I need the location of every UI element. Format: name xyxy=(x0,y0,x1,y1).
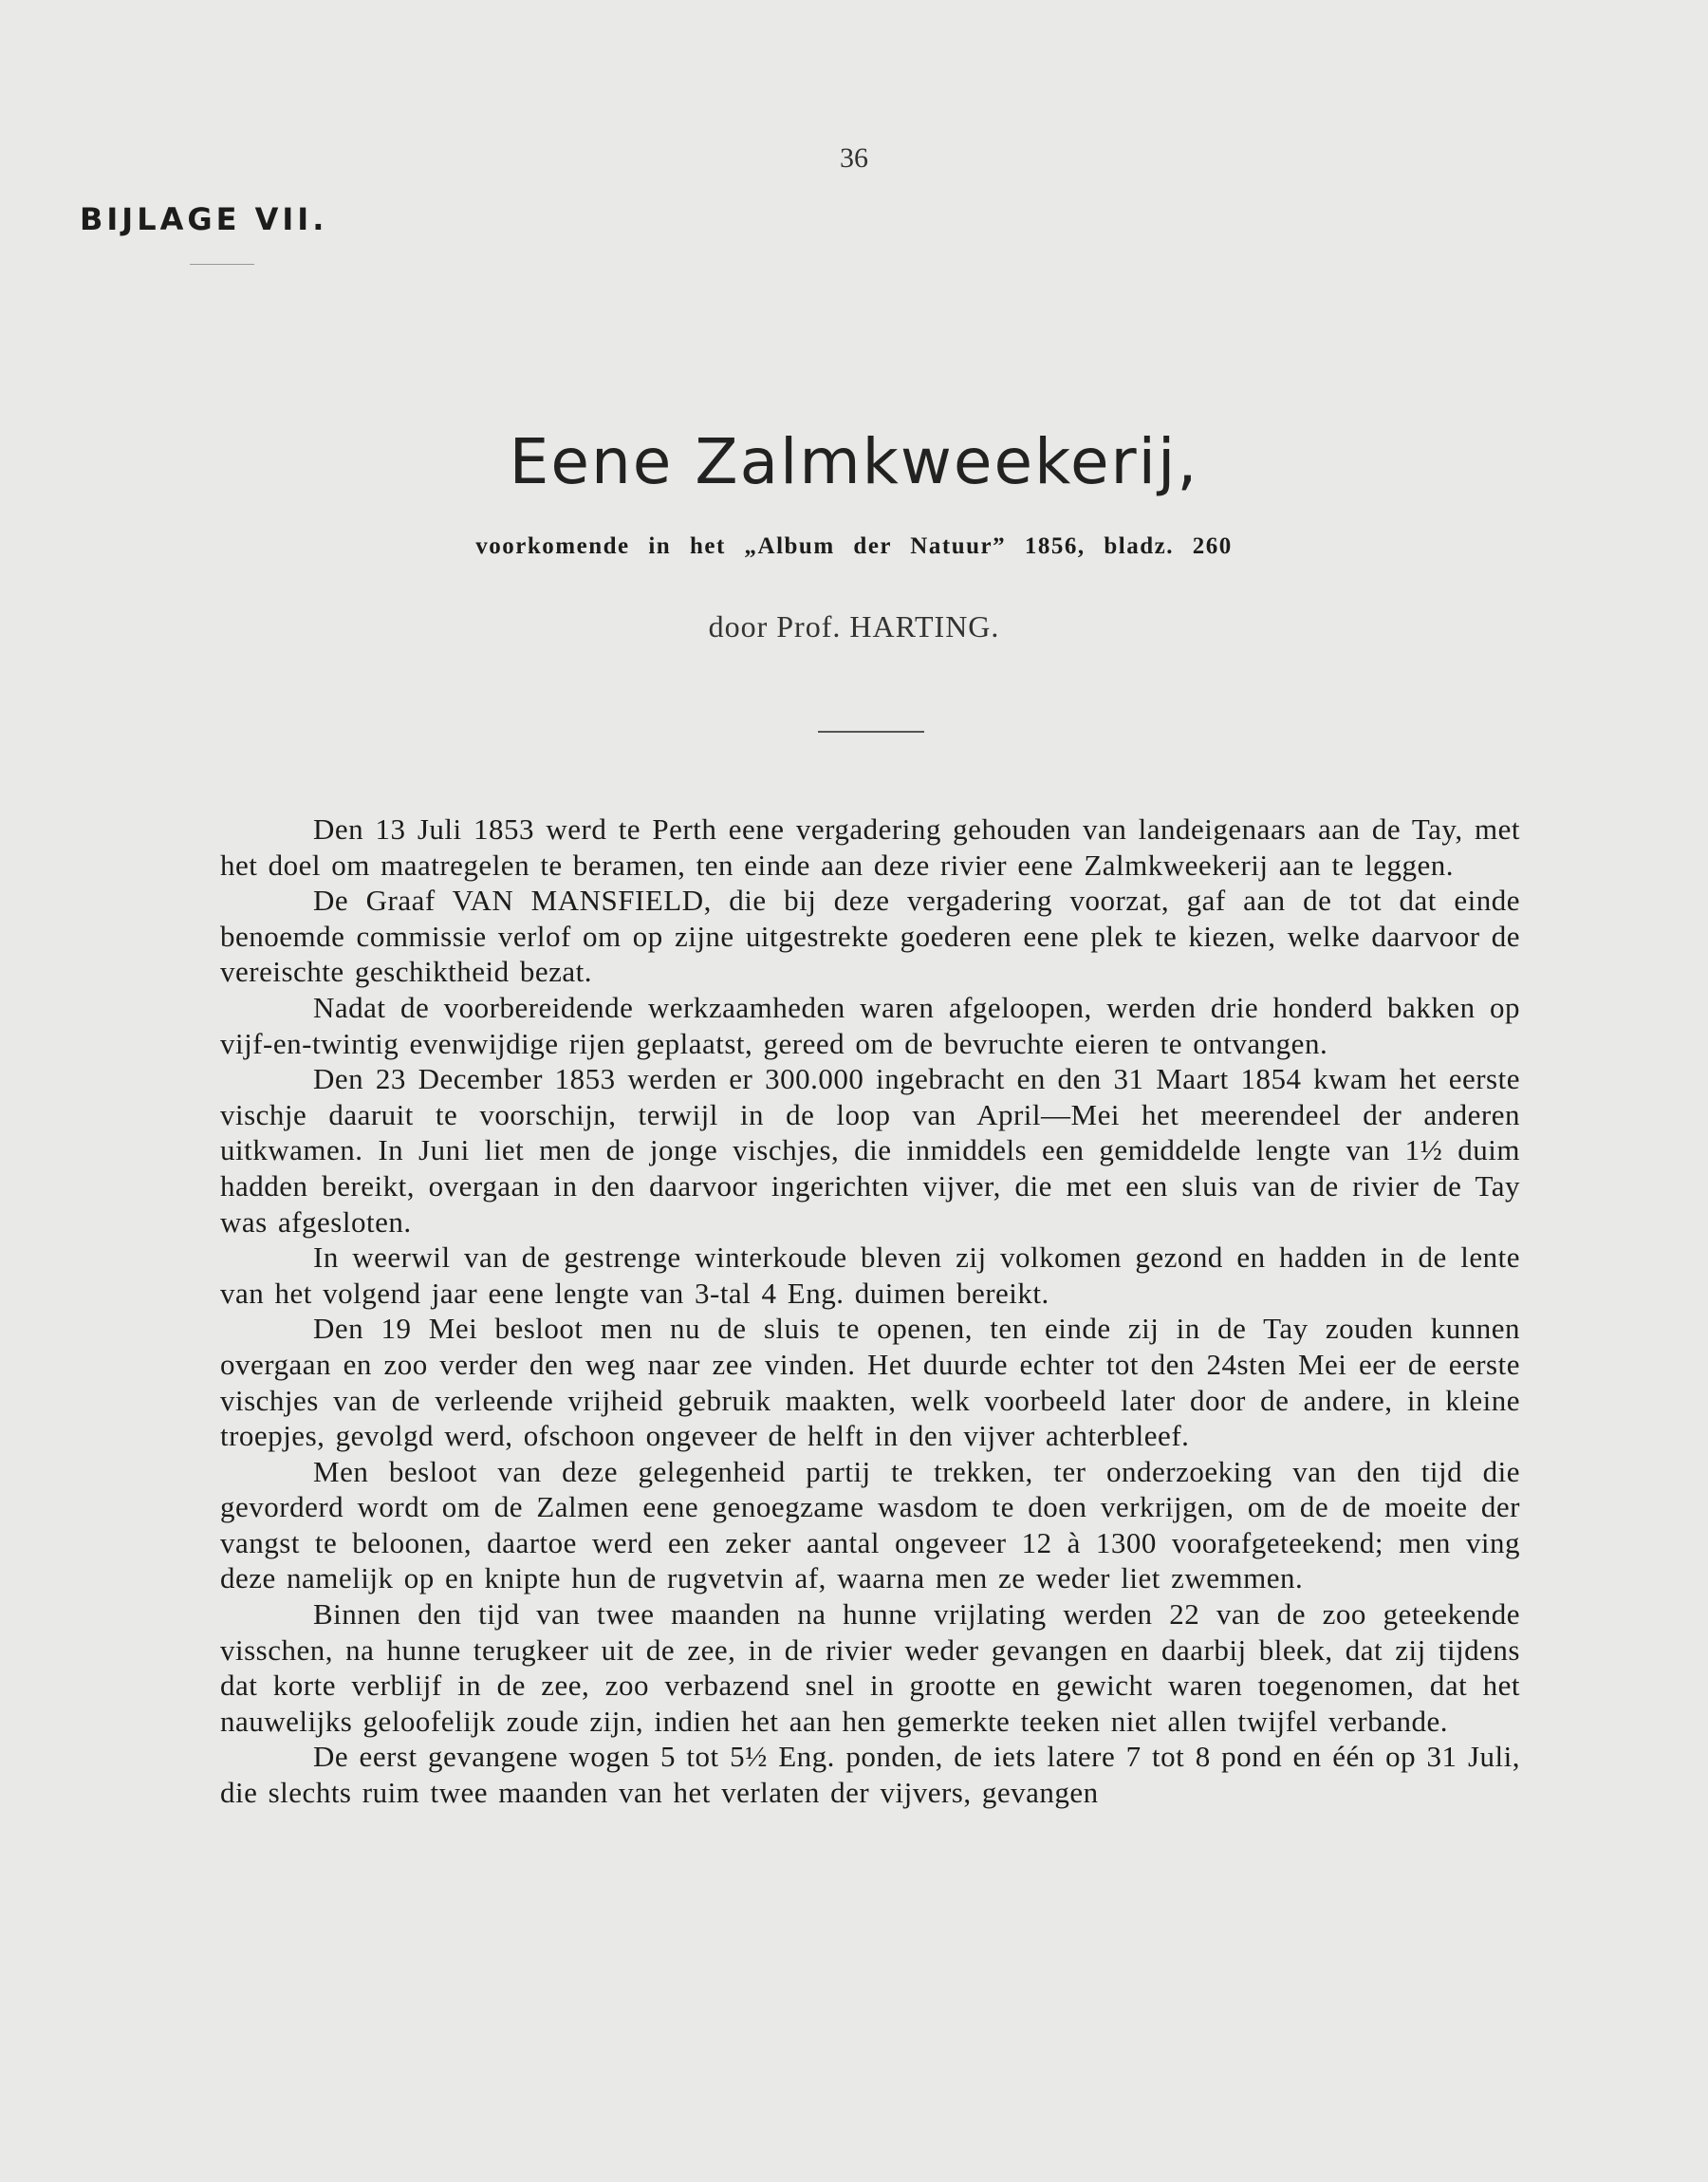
paragraph-5: In weerwil van de gestrenge winterkoude bleven zij volkomen gezond en hadden in de lente van het volgend jaar eene lengte van 3-tal 4 Eng. duimen bereikt. xyxy=(220,1240,1520,1310)
appendix-divider xyxy=(190,264,254,265)
paragraph-6: Den 19 Mei besloot men nu de sluis te openen, ten einde zij in de Tay zouden kunnen overgaan en zoo verder den weg naar zee vinden. Het duurde echter tot den 24sten Mei eer de eerste vischjes van de verleende vrijheid gebruik maakten, welk voorbeeld later door de andere, in kleine troepjes, gevolgd werd, ofschoon ongeveer de helft in den vijver achterbleef. xyxy=(220,1312,1520,1453)
paragraph-3: Nadat de voorbereidende werkzaamheden waren afgeloopen, werden drie honderd bakken op vijf-en-twintig evenwijdige rijen geplaatst, gereed om de bevruchte eieren te ontvangen. xyxy=(220,990,1520,1060)
appendix-label: BIJLAGE VII. xyxy=(80,201,328,237)
article-body xyxy=(220,811,1520,1811)
paragraph-4: Den 23 December 1853 werden er 300.000 ingebracht en den 31 Maart 1854 kwam het eerste vischje daaruit te voorschijn, terwijl in de loop van April—Mei het meerendeel der anderen uitkwamen. In Juni liet men de jonge vischjes, die inmiddels een gemiddelde lengte van 1½ duim hadden bereikt, overgaan in den daarvoor ingerichten vijver, die met een sluis van de rivier de Tay was afgesloten. xyxy=(220,1062,1520,1239)
page-number: 36 xyxy=(840,142,868,174)
paragraph-9: De eerst gevangene wogen 5 tot 5½ Eng. ponden, de iets latere 7 tot 8 pond en één op 31 Juli, die slechts ruim twee maanden van het verlaten der vijvers, gevangen xyxy=(220,1740,1520,1810)
paragraph-8: Binnen den tijd van twee maanden na hunne vrijlating werden 22 van de zoo geteekende visschen, na hunne terugkeer uit de zee, in de rivier weder gevangen en daarbij bleek, dat zij tijdens dat korte verblijf in de zee, zoo verbazend snel in grootte en gewicht waren toegenomen, dat het nauwelijks geloofelijk zoude zijn, indien het aan hen gemerkte teeken niet allen twijfel verbande. xyxy=(220,1597,1520,1738)
paragraph-1: Den 13 Juli 1853 werd te Perth eene vergadering gehouden van landeigenaars aan de Tay, met het doel om maatregelen te beramen, ten einde aan deze rivier eene Zalmkweekerij aan te leggen. xyxy=(220,812,1520,882)
article-byline: door Prof. HARTING. xyxy=(708,609,1000,643)
article-subtitle: voorkomende in het „Album der Natuur” 1856, bladz. 260 xyxy=(475,533,1233,559)
paragraph-7: Men besloot van deze gelegenheid partij te trekken, ter onderzoeking van den tijd die gevorderd wordt om de Zalmen eene genoegzame wasdom te doen verkrijgen, om de de moeite der vangst te beloonen, daartoe werd een zeker aantal ongeveer 12 à 1300 voorafgeteekend; men ving deze namelijk op en knipte hun de rugvetvin af, waarna men ze weder liet zwemmen. xyxy=(220,1454,1520,1595)
title-divider xyxy=(818,731,924,733)
article-title: Eene Zalmkweekerij, xyxy=(509,425,1199,498)
paragraph-2: De Graaf VAN MANSFIELD, die bij deze vergadering voorzat, gaf aan de tot dat einde benoemde commissie verlof om op zijne uitgestrekte goederen eene plek te kiezen, welke daarvoor de vereischte geschiktheid bezat. xyxy=(220,884,1520,989)
